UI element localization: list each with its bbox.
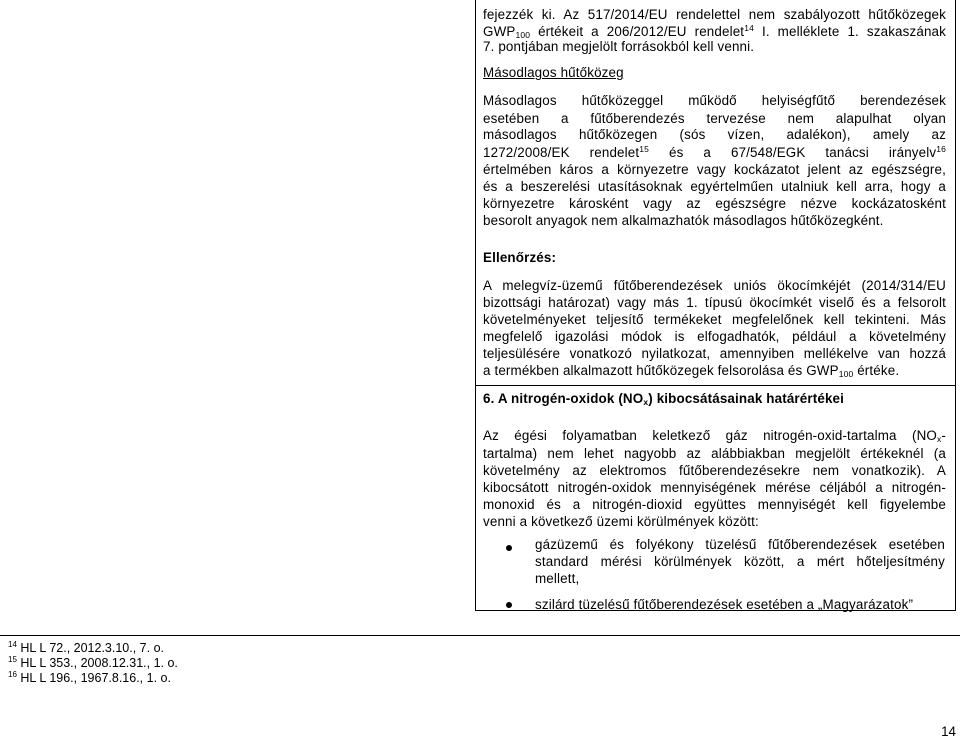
bullet-dot <box>506 545 512 551</box>
secondary-line-2: esetében a fűtőberendezés tervezése nem alapulhat olyan <box>483 111 946 126</box>
footnote-15: $^{15}$ HL L 353., 2008.12.31., 1. o. <box>8 655 178 670</box>
verification-line-1: A melegvíz-üzemű fűtőberendezések uniós ökocímkéjét (2014/314/EU <box>483 278 946 293</box>
section-6-line-3: követelmény az elektromos fűtőberendezésekre nem vonatkozik). A <box>483 463 946 478</box>
secondary-heading: Másodlagos hűtőközeg <box>483 65 624 80</box>
bullet-1-line-2: standard mérési körülmények között, a mért hőteljesítmény <box>535 554 945 569</box>
page-number: 14 <box>941 724 956 739</box>
section-6-line-4: kibocsátott nitrogén-oxidok mennyiségének mérése céljából a nitrogén- <box>483 480 946 495</box>
verification-line-2: bizottsági határozat) vagy más 1. típusú ökocímkét viselő és a felsorolt <box>483 295 946 310</box>
verification-heading: Ellenőrzés: <box>483 250 557 265</box>
section-6-line-5: monoxid és a nitrogén-dioxid együttes mennyiségét kell figyelembe <box>483 497 946 512</box>
section-6-line-2: tartalma) nem lehet nagyobb az alábbiakban megjelölt értékeknél (a <box>483 446 946 461</box>
section-divider <box>475 385 956 386</box>
secondary-line-1: Másodlagos hűtőközeggel működő helyiségfűtő berendezések <box>483 93 946 108</box>
verification-line-6: a termékben alkalmazott hűtőközegek felsorolása és $GWP_{100}$ értéke. <box>483 363 900 379</box>
section-6-line-6: venni a következő üzemi körülmények között: <box>483 514 759 529</box>
bullet-dot <box>506 602 512 608</box>
secondary-line-4: 1272/2008/EK rendelet$^{15}$ és a 67/548/EGK tanácsi irányelv$^{16}$ <box>483 144 946 160</box>
secondary-line-3: másodlagos hűtőközegen (sós vízen, adalékon), amely az <box>483 127 946 142</box>
intro-line-1: fejezzék ki. Az 517/2014/EU rendelettel nem szabályozott hűtőközegek <box>483 7 946 22</box>
bullet-1-line-3: mellett, <box>535 571 580 586</box>
footnote-rule <box>0 635 960 636</box>
secondary-line-6: és a beszerelési utasításoknak egyértelműen utalniuk kell arra, hogy a <box>483 179 946 194</box>
verification-line-5: teljesülésére vonatkozó nyilatkozat, amennyiben mellékelve van hozzá <box>483 346 946 361</box>
secondary-line-7: környezetre károsként vagy az egészségre nézve kockázatosként <box>483 196 946 211</box>
section-6-line-1: Az égési folyamatban keletkező gáz nitrogén-oxid-tartalma ($NO_x-$ <box>483 428 946 444</box>
verification-line-4: megfelelő igazolási módok is elfogadhatók, például a követelmény <box>483 329 946 344</box>
secondary-line-5: értelmében káros a környezetre vagy kockázatot jelent az egészségre, <box>483 162 946 177</box>
footnote-14: $^{14}$ HL L 72., 2012.3.10., 7. o. <box>8 640 165 655</box>
intro-line-3: 7. pontjában megjelölt forrásokból kell venni. <box>483 39 755 54</box>
footnote-16: $^{16}$ HL L 196., 1967.8.16., 1. o. <box>8 670 171 685</box>
bullet-2-line-1: szilárd tüzelésű fűtőberendezések esetében a „Magyarázatok” <box>535 597 914 612</box>
secondary-line-8: besorolt anyagok nem alkalmazhatók másodlagos hűtőközegként. <box>483 213 884 228</box>
intro-line-2: $GWP_{100}$ értékeit a 206/2012/EU rendelet$^{14}$ I. melléklete 1. szakaszának <box>483 23 946 40</box>
section-6-heading: 6. A nitrogén-oxidok $(NO_x)$ kibocsátásainak határértékei <box>483 391 845 407</box>
verification-line-3: követelményeket teljesítő termékeket megfelelőnek kell tekinteni. Más <box>483 312 946 327</box>
bullet-1-line-1: gázüzemű és folyékony tüzelésű fűtőberendezések esetében <box>535 537 945 552</box>
